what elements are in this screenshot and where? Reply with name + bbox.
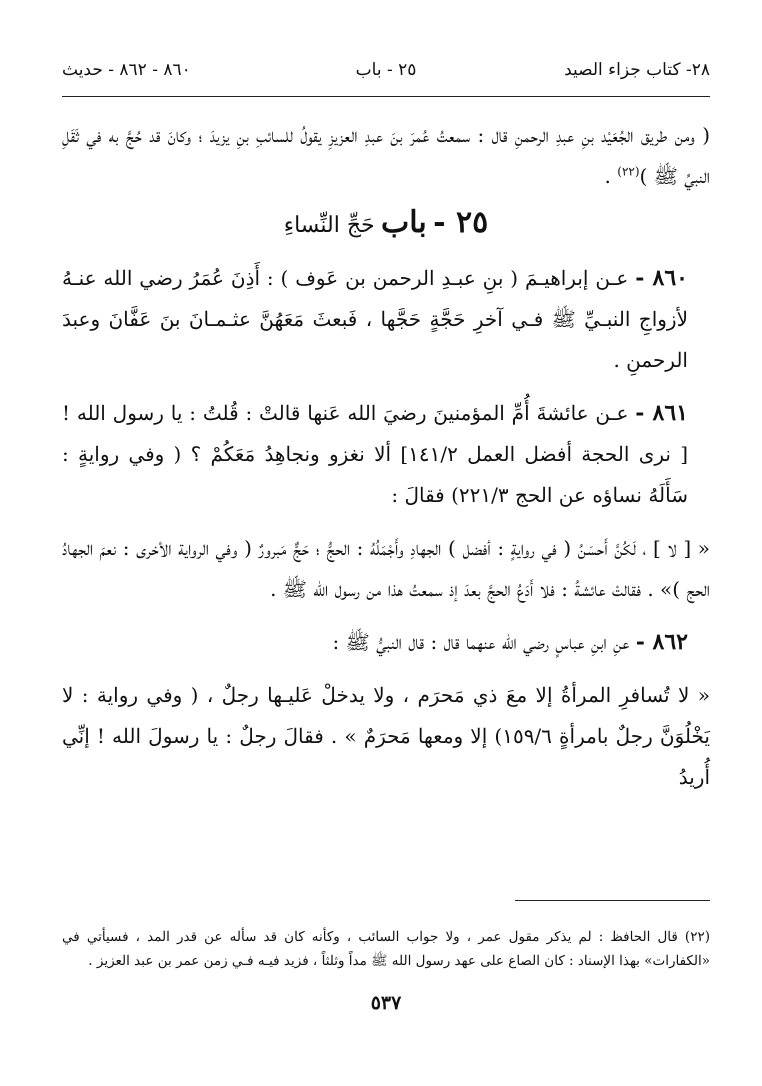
- hadith-text: عـن إبراهيـمَ ( بنِ عبـدِ الرحمن بن عَوف ) : أَذِنَ عُمَرُ رضي الله عنـهُ لأزواجِ النبـيِّ ﷺ فـي آخرِ حَجَّةٍ حَجَّها ، فَبعثَ مَعَهُنَّ عثـمـانَ بنَ عَفَّانَ وعبدَ الرحمنِ .: [62, 266, 688, 372]
- hadith-862: [62, 622, 710, 663]
- hadith-text: عنِ ابنِ عباسٍ رضي الله عنهما قال : قال النبيُّ ﷺ :: [332, 630, 630, 654]
- header-divider: [62, 96, 710, 97]
- intro-end: .: [604, 164, 618, 188]
- header-chapter: ٢٥ - باب: [355, 60, 417, 80]
- footnote-divider: [515, 900, 710, 901]
- intro-text: ( ومن طريق الجُعَيْد بنِ عبدِ الرحمنِ قال : سمعتُ عُمرَ بنَ عبدِ العزيزِ يقولُ للسائبِ بنِ يزيدَ ؛ وكانَ قد حُجَّ به في ثَقَلِ النبيِّ ﷺ ): [62, 123, 710, 188]
- hadith-number: ٨٦٠ -: [635, 265, 688, 291]
- footnote-reference: (٢٢): [617, 164, 640, 179]
- main-text: [62, 115, 710, 810]
- hadith-862-quote: « لا تُسافرِ المرأةُ إلا معَ ذي مَحرَم ، ولا يدخلْ عَليـها رجلٌ ، ( وفي رواية : لا يَخْلُوَنَّ رجلٌ بامرأةٍ ١٥٩/٦) إلا ومعها مَحرَمٌ » . فقالَ رجلٌ : يا رسولَ الله ! إنِّي أُريدُ: [62, 683, 710, 789]
- header-book-title: ٢٨- كتاب جزاء الصيد: [564, 60, 710, 80]
- hadith-number: ٨٦٢ -: [635, 629, 688, 655]
- footnote: (٢٢) قال الحافظ : لم يذكر مقول عمر ، ولا جواب السائب ، وكأنه كان قد سأله عن قدر المد ، فسيأتي في «الكفارات» بهذا الإسناد : كان الصاع على عهد رسول الله ﷺ مداً وثلثاً ، فزيد فيـه فـي زمن عمر بن عبد العزيز .: [62, 929, 710, 969]
- chapter-heading: [62, 201, 710, 248]
- running-header: [62, 60, 710, 90]
- hadith-number: ٨٦١ -: [635, 400, 688, 426]
- chapter-name: حَجِّ النِّساءِ: [283, 213, 375, 238]
- hadith-861-quote: « [ لا ] ، لَكُنَّ أَحسَنُ ( في روايةٍ : أفضل ) الجهادِ وأَجْمَلُهُ : الحجُّ ؛ حَجٌّ مَبرورٌ ( وفي الرواية الأخرى : نعمَ الجهادُ الحج )» . فقالتْ عائشةُ : فلا أَدَعُ الحجَّ بعدَ إذ سمعتُ هذا من رسول الله ﷺ .: [62, 536, 710, 601]
- header-hadith-range: ٨٦٠ - ٨٦٢ - حديث: [62, 60, 191, 80]
- page-number: ٥٣٧: [370, 992, 402, 1014]
- hadith-860: [62, 258, 710, 381]
- chapter-number: ٢٥ -: [433, 205, 489, 240]
- book-page: [62, 0, 710, 1086]
- hadith-text: عـن عائشةَ أُمِّ المؤمنينَ رضيَ الله عَنها قالتْ : قُلتُ : يا رسول الله ! [ نرى الحجة أفضل العمل ١٤١/٢] ألا نغزو ونجاهِدُ مَعَكُمْ ؟ ( وفي روايةٍ : سَأَلَهُ نساؤه عن الحج ٢٢١/٣) فقالَ :: [62, 401, 689, 507]
- chapter-word: باب: [381, 205, 427, 240]
- intro-paragraph: [62, 115, 710, 197]
- hadith-861: [62, 393, 710, 516]
